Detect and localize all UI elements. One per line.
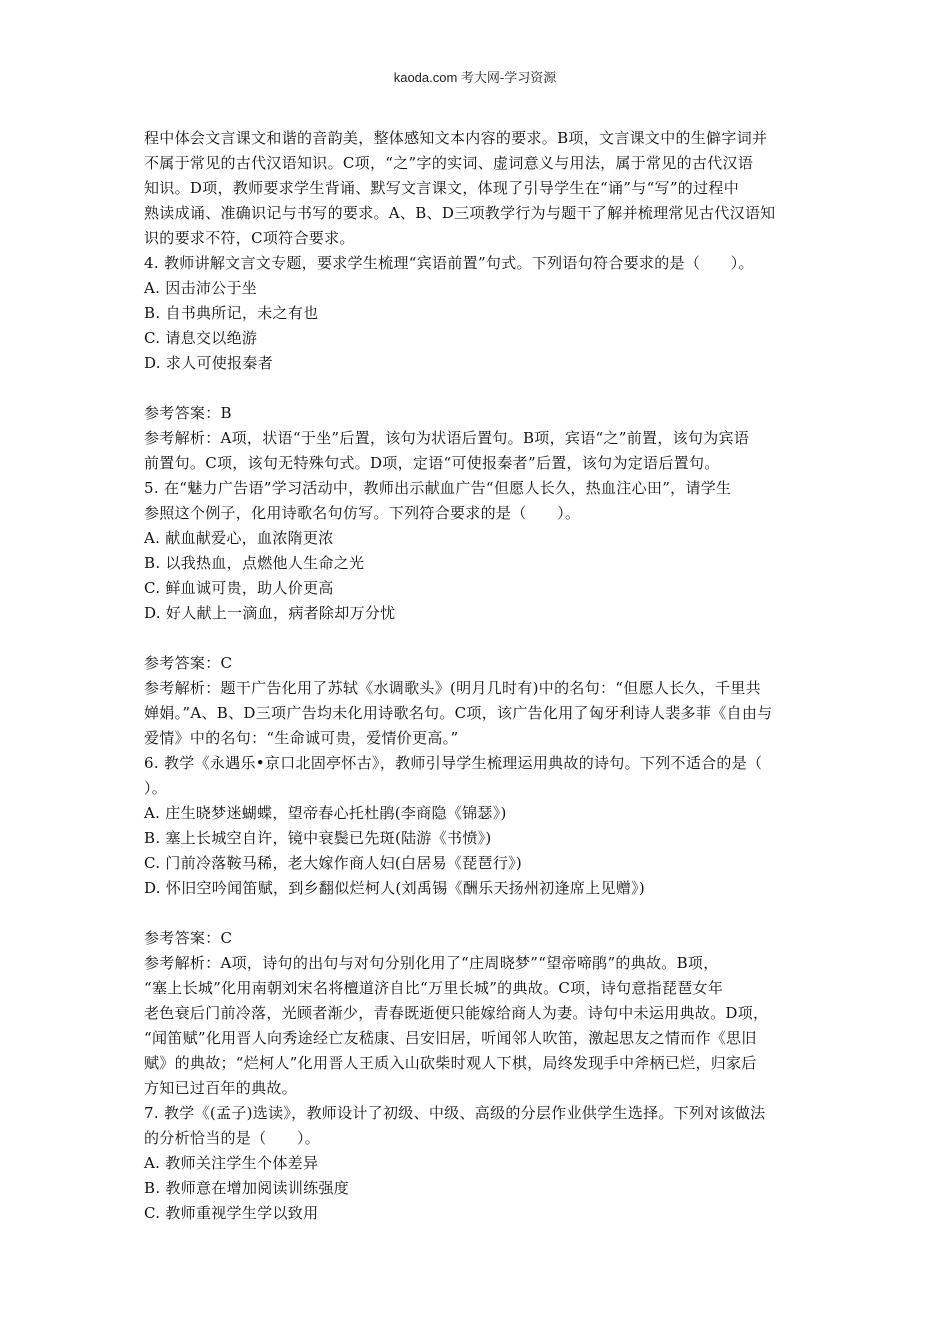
- option-d: D. 怀旧空吟闻笛赋，到乡翻似烂柯人(刘禹锡《酬乐天扬州初逢席上见赠》): [144, 879, 646, 897]
- option-a: A. 因击沛公于坐: [144, 279, 258, 297]
- answer-4: 参考答案：B: [144, 404, 232, 422]
- question-4: 4. 教师讲解文言文专题，要求学生梳理“宾语前置”句式。下列语句符合要求的是（ ）。: [144, 254, 754, 272]
- option-a: A. 献血献爱心，血浓隋更浓: [144, 529, 334, 547]
- explanation-6: 方知已过百年的典故。: [144, 1079, 298, 1097]
- option-b: B. 教师意在增加阅读训练强度: [144, 1179, 350, 1197]
- answer-6: 参考答案：C: [144, 929, 233, 947]
- option-c: C. 鲜血诚可贵，助人价更高: [144, 579, 334, 597]
- option-a: A. 庄生晓梦迷蝴蝶，望帝春心托杜鹃(李商隐《锦瑟》): [144, 804, 507, 822]
- explanation-6: “闻笛赋”化用晋人向秀途经亡友嵇康、吕安旧居，听闻邻人吹笛，激起思友之情而作《思旧: [144, 1029, 757, 1047]
- text-line: 熟读成诵、准确识记与书写的要求。A、B、D三项教学行为与题干了解并梳理常见古代汉语知: [144, 204, 776, 222]
- option-a: A. 教师关注学生个体差异: [144, 1154, 319, 1172]
- explanation-6: “塞上长城”化用南朝刘宋名将檀道济自比“万里长城”的典故。C项，诗句意指琵琶女年: [144, 979, 724, 997]
- explanation-5: 婵娟。”A、B、D三项广告均未化用诗歌名句。C项，该广告化用了匈牙利诗人裴多菲《自由与: [144, 704, 773, 722]
- question-7: 7. 教学《(孟子)选读》，教师设计了初级、中级、高级的分层作业供学生选择。下列对该做法: [144, 1104, 766, 1122]
- explanation-5: 爱情》中的名句：“生命诚可贵，爱情价更高。”: [144, 729, 459, 747]
- explanation-5: 参考解析：题干广告化用了苏轼《水调歌头》(明月几时有)中的名句：“但愿人长久，千里共: [144, 679, 761, 697]
- explanation-6: 老色衰后门前冷落，光顾者渐少，青春既逝便只能嫁给商人为妻。诗句中未运用典故。D项，: [144, 1004, 769, 1022]
- explanation-4: 参考解析：A项，状语“于坐”后置，该句为状语后置句。B项，宾语“之”前置，该句为宾语: [144, 429, 750, 447]
- text-line: 知识。D项，教师要求学生背诵、默写文言课文，体现了引导学生在“诵”与“写”的过程中: [144, 179, 740, 197]
- option-b: B. 以我热血，点燃他人生命之光: [144, 554, 365, 572]
- question-6: ）。: [144, 779, 168, 797]
- option-b: B. 塞上长城空自许，镜中衰鬓已先斑(陆游《书愤》): [144, 829, 492, 847]
- explanation-6: 参考解析：A项，诗句的出句与对句分别化用了“庄周晓梦”“望帝啼鹃”的典故。B项，: [144, 954, 719, 972]
- blank-line: [144, 376, 812, 401]
- question-7: 的分析恰当的是（ ）。: [144, 1129, 321, 1147]
- explanation-6: 赋》的典故；“烂柯人”化用晋人王质入山砍柴时观人下棋，局终发现手中斧柄已烂，归家后: [144, 1054, 757, 1072]
- question-5: 5. 在“魅力广告语”学习活动中，教师出示献血广告“但愿人长久，热血注心田”，请学生: [144, 479, 732, 497]
- question-6: 6. 教学《永遇乐•京口北固亭怀古》，教师引导学生梳理运用典故的诗句。下列不适合的是（: [144, 754, 763, 772]
- blank-line: [144, 901, 812, 926]
- blank-line: [144, 626, 812, 651]
- option-d: D. 好人献上一滴血，病者除却万分忧: [144, 604, 396, 622]
- question-5: 参照这个例子，化用诗歌名句仿写。下列符合要求的是（ ）。: [144, 504, 581, 522]
- page-header: kaoda.com 考大网-学习资源: [393, 70, 557, 85]
- option-c: C. 门前冷落鞍马稀，老大嫁作商人妇(白居易《琵琶行》): [144, 854, 523, 872]
- option-d: D. 求人可使报秦者: [144, 354, 274, 372]
- option-c: C. 教师重视学生学以致用: [144, 1204, 319, 1222]
- document-body: [144, 126, 812, 1226]
- option-b: B. 自书典所记，未之有也: [144, 304, 319, 322]
- text-line: 识的要求不符，C项符合要求。: [144, 229, 355, 247]
- answer-5: 参考答案：C: [144, 654, 233, 672]
- option-c: C. 请息交以绝游: [144, 329, 258, 347]
- explanation-4: 前置句。C项，该句无特殊句式。D项，定语“可使报秦者”后置，该句为定语后置句。: [144, 454, 720, 472]
- text-line: 不属于常见的古代汉语知识。C项，“之”字的实词、虚词意义与用法，属于常见的古代汉语: [144, 154, 754, 172]
- text-line: 程中体会文言课文和谐的音韵美，整体感知文本内容的要求。B项，文言课文中的生僻字词并: [144, 129, 768, 147]
